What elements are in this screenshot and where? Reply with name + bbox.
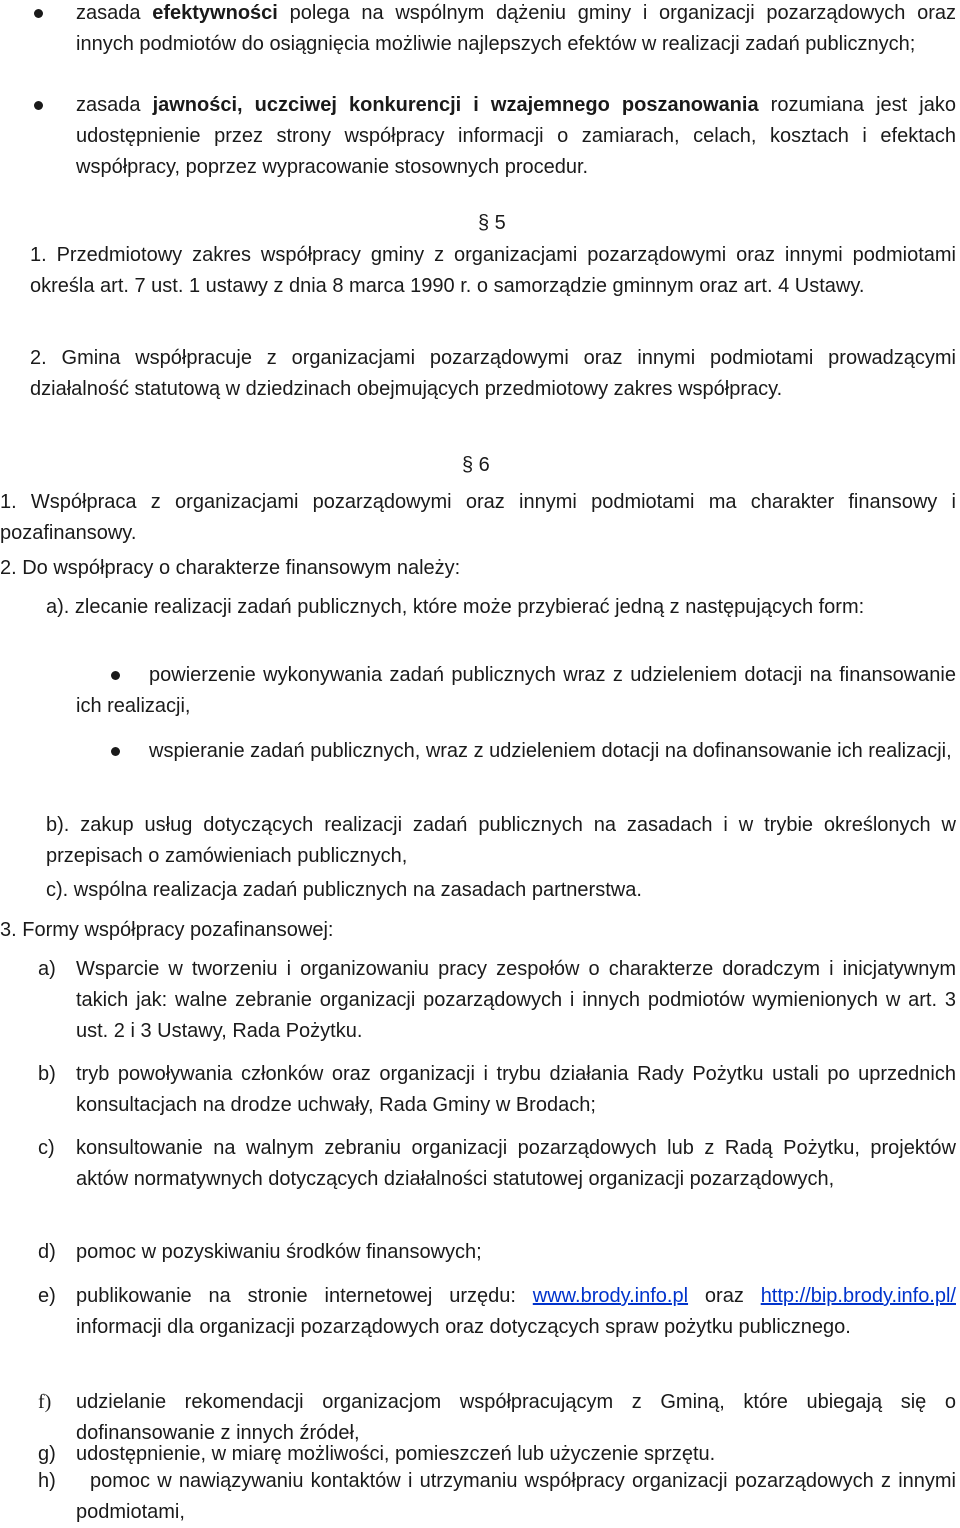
principle-lead: zasada <box>76 2 153 24</box>
principle-name: efektywności <box>152 2 278 24</box>
list-label: d) <box>38 1241 56 1263</box>
item-text: informacji dla organizacji pozarządowych oraz dotyczących spraw pożytku publicznego. <box>76 1316 851 1338</box>
list-label: g) <box>38 1443 56 1465</box>
nonfinancial-item-d: pomoc w pozyskiwaniu środków finansowych; <box>76 1241 482 1263</box>
nonfinancial-item-b: tryb powoływania członków oraz organizacji i trybu działania Rady Pożytku ustali po uprzednich konsultacjach na drodze uchwały, Rada Gminy w Brodach; <box>76 1063 956 1116</box>
list-label: b) <box>38 1063 56 1085</box>
list-label: e) <box>38 1285 56 1307</box>
principle-text: polega na wspólnym dążeniu gminy i organizacji pozarządowych oraz innych podmiotów do osiągnięcia możliwie najlepszych efektów w realizacji zadań publicznych; <box>76 2 956 55</box>
section-6-heading: § 6 <box>462 454 490 476</box>
list-label: a) <box>38 958 56 980</box>
bullet-marker <box>34 101 43 110</box>
section-6-paragraph-3: 3. Formy współpracy pozafinansowej: <box>0 919 334 941</box>
brody-website-link[interactable]: www.brody.info.pl <box>532 1285 689 1307</box>
bip-website-link[interactable]: http://bip.brody.info.pl/ <box>760 1285 956 1307</box>
list-label: f) <box>38 1391 52 1413</box>
nonfinancial-item-g: udostępnienie, w miarę możliwości, pomieszczeń lub użyczenie sprzętu. <box>76 1443 716 1465</box>
item-text: oraz <box>688 1285 761 1307</box>
principle-text: rozumiana jest jako udostępnienie przez strony współpracy informacji o zamiarach, celach, kosztach i efektach współpracy, poprzez wypracowanie stosownych procedur. <box>76 94 956 178</box>
section-6-paragraph-1: 1. Współpraca z organizacjami pozarządowymi oraz innymi podmiotami ma charakter finansowy i pozafinansowy. <box>0 491 956 544</box>
financial-item-b: b). zakup usług dotyczących realizacji zadań publicznych na zasadach i w trybie określonych w przepisach o zamówieniach publicznych, <box>46 814 956 867</box>
nonfinancial-item-c: konsultowanie na walnym zebraniu organizacji pozarządowych lub z Radą Pożytku, projektów aktów normatywnych dotyczących działalności statutowej organizacji pozarządowych, <box>76 1137 956 1190</box>
section-6-paragraph-2: 2. Do współpracy o charakterze finansowym należy: <box>0 557 461 579</box>
list-label: c) <box>38 1137 55 1159</box>
bullet-marker <box>34 9 43 18</box>
nonfinancial-item-f: udzielanie rekomendacji organizacjom współpracującym z Gminą, które ubiegają się o dofinansowanie z innych źródeł, <box>76 1391 956 1444</box>
section-5-heading: § 5 <box>478 212 506 234</box>
list-label: h) <box>38 1470 56 1492</box>
nonfinancial-item-a: Wsparcie w tworzeniu i organizowaniu pracy zespołów o charakterze doradczym i inicjatywnym takich jak: walne zebranie organizacji pozarządowych i innych podmiotów wymienionych w art. 3 ust. 2 i 3 Ustawy, Rada Pożytku. <box>76 958 956 1042</box>
principle-effectiveness <box>76 0 956 60</box>
nonfinancial-item-h: pomoc w nawiązywaniu kontaktów i utrzymaniu współpracy organizacji pozarządowych z innymi podmiotami, <box>76 1470 956 1523</box>
principle-lead: zasada <box>76 94 153 116</box>
nonfinancial-item-e <box>76 1281 956 1343</box>
principle-name: jawności, uczciwej konkurencji i wzajemnego poszanowania <box>152 94 759 116</box>
financial-item-c: c). wspólna realizacja zadań publicznych na zasadach partnerstwa. <box>46 879 642 901</box>
item-text: publikowanie na stronie internetowej urzędu: <box>76 1285 533 1307</box>
section-5-paragraph-1: 1. Przedmiotowy zakres współpracy gminy z organizacjami pozarządowymi oraz innymi podmiotami określa art. 7 ust. 1 ustawy z dnia 8 marca 1990 r. o samorządzie gminnym oraz art. 4 Ustawy. <box>30 244 956 297</box>
form-entrustment: powierzenie wykonywania zadań publicznych wraz z udzieleniem dotacji na finansowanie ich realizacji, <box>76 664 956 717</box>
section-5-paragraph-2: 2. Gmina współpracuje z organizacjami pozarządowymi oraz innymi podmiotami prowadzącymi działalność statutową w dziedzinach obejmujących przedmiotowy zakres współpracy. <box>30 347 956 400</box>
financial-item-a: a). zlecanie realizacji zadań publicznych, które może przybierać jedną z następujących form: <box>46 596 865 618</box>
form-support: wspieranie zadań publicznych, wraz z udzieleniem dotacji na dofinansowanie ich realizacji, <box>149 740 952 762</box>
principle-transparency <box>76 90 956 183</box>
